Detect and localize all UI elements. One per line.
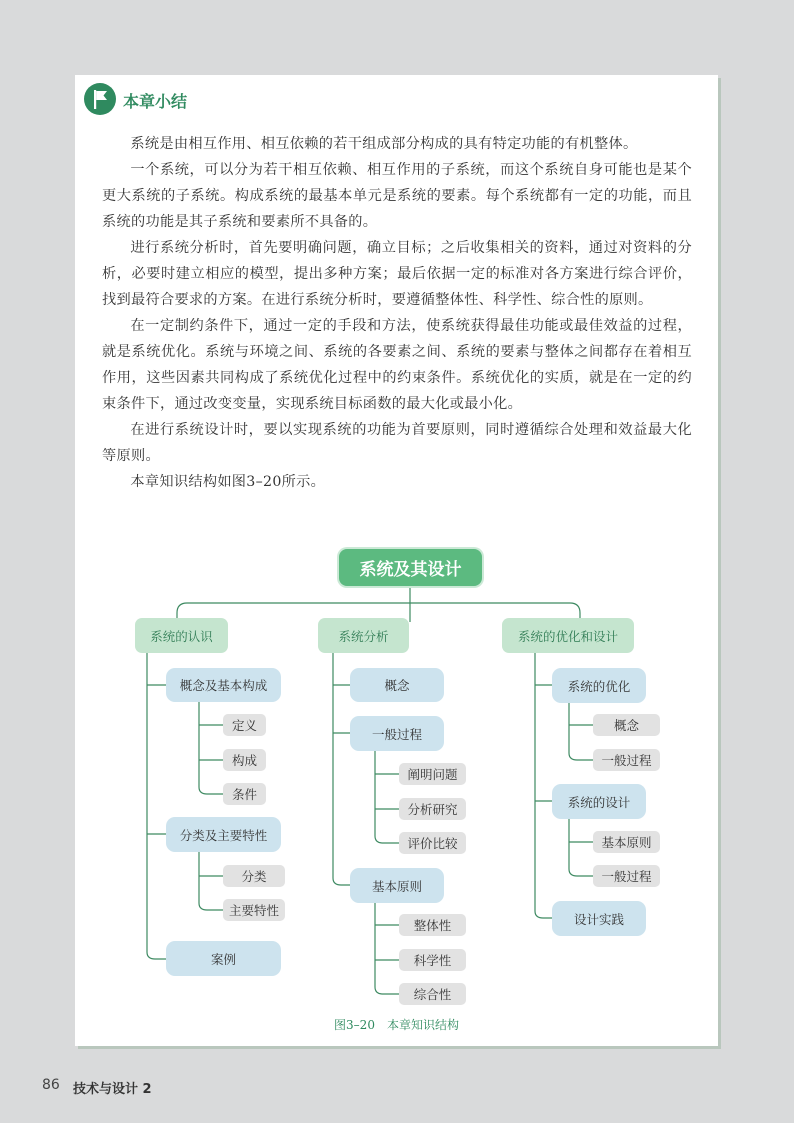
leaf-clarify-problem: 阐明问题 [399,763,466,785]
leaf-comprehensive: 综合性 [399,983,466,1005]
figure-caption: 图3–20 本章知识结构 [334,1018,459,1032]
paragraph: 在一定制约条件下，通过一定的手段和方法，使系统获得最佳功能或最佳效益的过程，就是系统优化。系统与环境之间、系统的各要素之间、系统的要素与整体之间都存在着相互作用，这些因素共同构成了系统优化过程中的约束条件。系统优化的实质，就是在一定的约束条件下，通过改变变量，实现系统目标函数的最大化或最小化。 [102,318,692,412]
page-number: 86 [42,1077,60,1093]
book-title: 技术与设计 2 [73,1082,152,1097]
leaf-analysis-research: 分析研究 [399,798,466,820]
branch-system-recognition: 系统的认识 [135,618,228,653]
leaf-evaluate-compare: 评价比较 [399,832,466,854]
leaf-design-principles: 基本原则 [593,831,660,853]
paragraph: 在进行系统设计时，要以实现系统的功能为首要原则，同时遵循综合处理和效益最大化等原则。 [102,422,692,464]
node-classification-features: 分类及主要特性 [166,817,281,852]
node-design-practice: 设计实践 [552,901,646,936]
root-node: 系统及其设计 [339,549,482,586]
leaf-scientific: 科学性 [399,949,466,971]
node-analysis-concept: 概念 [350,668,444,702]
node-system-optimization: 系统的优化 [552,668,646,703]
branch-system-analysis: 系统分析 [318,618,409,653]
leaf-composition: 构成 [223,749,266,771]
node-case: 案例 [166,941,281,976]
leaf-classification: 分类 [223,865,285,887]
node-system-design: 系统的设计 [552,784,646,819]
branch-optimization-design: 系统的优化和设计 [502,618,634,653]
leaf-integrity: 整体性 [399,914,466,936]
leaf-optimization-process: 一般过程 [593,749,660,771]
node-concept-composition: 概念及基本构成 [166,668,281,702]
leaf-main-features: 主要特性 [223,899,285,921]
paragraph: 进行系统分析时，首先要明确问题，确立目标；之后收集相关的资料，通过对资料的分析，必要时建立相应的模型，提出多种方案；最后依据一定的标准对各方案进行综合评价，找到最符合要求的方案。在进行系统分析时，要遵循整体性、科学性、综合性的原则。 [102,240,692,308]
leaf-design-process: 一般过程 [593,865,660,887]
paragraph: 本章知识结构如图3–20所示。 [130,474,326,490]
section-title: 本章小结 [123,92,188,111]
paragraph: 系统是由相互作用、相互依赖的若干组成部分构成的具有特定功能的有机整体。 [130,136,638,152]
leaf-optimization-concept: 概念 [593,714,660,736]
node-analysis-process: 一般过程 [350,716,444,751]
leaf-condition: 条件 [223,783,266,805]
knowledge-structure-diagram [75,75,718,1046]
leaf-definition: 定义 [223,714,266,736]
paragraph: 一个系统，可以分为若干相互依赖、相互作用的子系统，而这个系统自身可能也是某个更大系统的子系统。构成系统的最基本单元是系统的要素。每个系统都有一定的功能，而且系统的功能是其子系统和要素所不具备的。 [102,162,692,230]
summary-card [75,75,718,1046]
node-analysis-principles: 基本原则 [350,868,444,903]
